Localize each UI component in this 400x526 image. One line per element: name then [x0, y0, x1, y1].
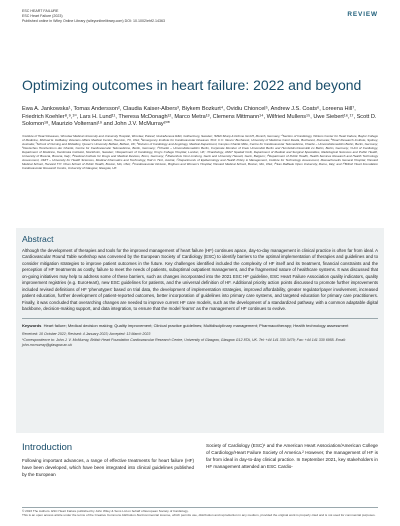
- article-title: Optimizing outcomes in heart failure: 2022 and beyond: [22, 77, 362, 93]
- introduction-left-column: Following important advances, a range of effective treatments for heart failure (HF) have been developed, which have been integrated into clinical guidelines published by the European: [22, 458, 194, 477]
- author-list: Ewa A. Jankowska¹, Tomas Andersson², Claudia Kaiser-Albers³, Biykem Bozkurt⁴, Ovidiu Chioncel⁵, Andrew J.S. Coats⁶, Loreena Hill⁷, Friedrich Koehler⁸,⁹,¹⁰, Lars H. Lund¹¹, Theresa McDonagh¹², Marco Metra¹³, Clemens Mittmann¹⁴, Wilfried Mullens¹⁵, Uwe Siebert¹⁶,¹⁷, Scott D. Solomon¹⁸, Maurizio Volterrani¹⁹ and John J.V. McMurray²⁰*: [22, 106, 377, 128]
- journal-year: ESC Heart Failure (2023): [22, 13, 63, 18]
- keywords-label: Keywords: [22, 322, 42, 328]
- license-line: This is an open access article under the terms of the Creative Commons Attribution-NonCommercial License, which permits use, distribution and reproduction in any medium, provided the original work is properly cited and is not used for commercial purposes.: [22, 513, 376, 518]
- abstract-section: [16, 228, 384, 433]
- published-online-line: Published online in Wiley Online Library (wileyonlinelibrary.com) DOI: 10.1002/ehf2.14363: [22, 18, 165, 23]
- affiliations: ¹Institute of Heart Diseases, Wroclaw Medical University and University Hospital, Wroclaw, Poland; ²AstraZeneca R&D, Gothenburg, Sweden; ³MSD Sharp & Dohme GmbH, Munich, Germany; ⁴Section of Cardiology, Winters Center for Heart Failure, Baylor College of Medicine, Michael E. DeBakey Veterans Affairs Medical Center, Houston, TX, USA; ⁵Emergency Institute for Cardiovascular Diseases 'Prof. C.C. Iliescu' Bucharest, University of Medicine Carol Davila, Bucharest, Romania; ⁶Heart Research Institute, Sydney, Australia; ⁷School of Nursing and Midwifery, Queen's University Belfast, Belfast, UK; ⁸Division of Cardiology and Angiology, Medical Department, Campus Charité Mitte, Centre for Cardiovascular Telemedicine, Charité – Universitätsmedizin Berlin, Berlin, Germany; ⁹Deutsches Herzzentrum der Charité, Centre for Cardiovascular Telemedicine, Berlin, Germany; ¹⁰Charité – Universitätsmedizin Berlin, Corporate Member of Freie Universität Berlin and Humboldt-Universität zu Berlin, Berlin, Germany; ¹¹Unit of Cardiology, Department of Medicine, Karolinska Institutet, Stockholm, Sweden; ¹²Department of Cardiology, King's College Hospital, London, UK; ¹³Cardiology, ASST Spedali Civili, Department of Medical and Surgical Specialties, Radiological Sciences and Public Health, University of Brescia, Brescia, Italy; ¹⁴Federal Institute for Drugs and Medical Devices, Bonn, Germany; ¹⁵Ziekenhuis Oost Limburg, Genk and University Hasselt, Genk, Belgium; ¹⁶Department of Public Health, Health Services Research and Health Technology Assessment, UMIT – University for Health Sciences, Medical Informatics and Technology, Hall in Tirol, Austria; ¹⁷Departments of Epidemiology and Health Policy & Management, Institute for Technology Assessment, Massachusetts General Hospital, Harvard Medical School, Harvard T.H. Chan School of Public Health, Boston, MA, USA; ¹⁸Cardiovascular Division, Brigham and Women's Hospital, Harvard Medical School, Boston, MA, USA; ¹⁹San Raffaele Open University, Rome, Italy; and ²⁰British Heart Foundation Cardiovascular Research Centre, University of Glasgow, Glasgow, UK: [22, 134, 378, 171]
- copyright-line: © 2023 The Authors. ESC Heart Failure published by John Wiley & Sons Ltd on behalf of European Society of Cardiology.: [22, 509, 189, 513]
- article-dates: Received: 10 October 2022; Revised: 4 January 2023; Accepted: 13 March 2023: [22, 331, 151, 336]
- introduction-heading: Introduction: [22, 442, 73, 453]
- abstract-divider: [22, 318, 378, 319]
- journal-name: ESC HEART FAILURE: [22, 9, 59, 13]
- introduction-right-column: Society of Cardiology (ESC)¹ and the American Heart Association/American College of Cardiology/Heart Failure Society of America.² However, the management of HF is far from ideal in day-to-day clinical practice. In September 2021, key stakeholders in HF management attended an ESC Cardio-: [206, 443, 378, 469]
- footer-divider: [22, 507, 378, 508]
- section-label: REVIEW: [347, 11, 378, 18]
- page-header: [22, 9, 378, 23]
- keywords: [22, 323, 378, 328]
- correspondence: *Correspondence to: John J. V. McMurray, British Heart Foundation Cardiovascular Research Centre, University of Glasgow, Glasgow G12 8TA, UK. Tel: +44 141 330 3479; Fax: +44 141 330 6955. Email: john.mcmurray@glasgow.ac.uk: [22, 337, 346, 347]
- abstract-text: Although the development of therapies and tools for the improved management of heart failure (HF) continues apace, day-to-day management in clinical practice is often far from ideal. A Cardiovascular Round Table workshop was convened by the European Society of Cardiology (ESC) to identify barriers to the optimal implementation of therapies and guidelines and to consider mitigation strategies to improve patient outcomes in the future. Key challenges identified included the complexity of HF itself and its treatment, financial constraints and the perception of HF treatments as costly, failure to meet the needs of patients, suboptimal outpatient management, and the fragmented nature of healthcare systems. It was discussed that on-going initiatives may help to address some of these barriers, such as changes incorporated into the 2021 ESC HF guideline, ESC Heart Failure Association quality indicators, quality improvement registries (e.g. EuroHeart), new ESC guidelines for patients, and the universal definition of HF. Additional priority action points discussed to promote further improvements included revised definitions of HF 'phenotypes' based on trial data, the development of implementation strategies, improved affordability, greater regulator/payer involvement, increased patient education, further development of patient-reported outcomes, better incorporation of guidelines into primary care systems, and targeted education for primary care practitioners. Finally, it was concluded that overarching changes are needed to improve current HF care models, such as the development of a standardized pathway, with a common adaptable digital backbone, decision-making support, and data integration, to ensure that the model 'learns' as the management of HF continues to evolve.: [22, 248, 378, 312]
- page-footer: [22, 509, 378, 517]
- abstract-heading: Abstract: [22, 234, 54, 244]
- keywords-list: Heart failure; Medical decision making; Quality improvement; Clinical practice guidelines; Multidisciplinary management; Pharmacotherapy; Health technology assessment: [43, 322, 349, 328]
